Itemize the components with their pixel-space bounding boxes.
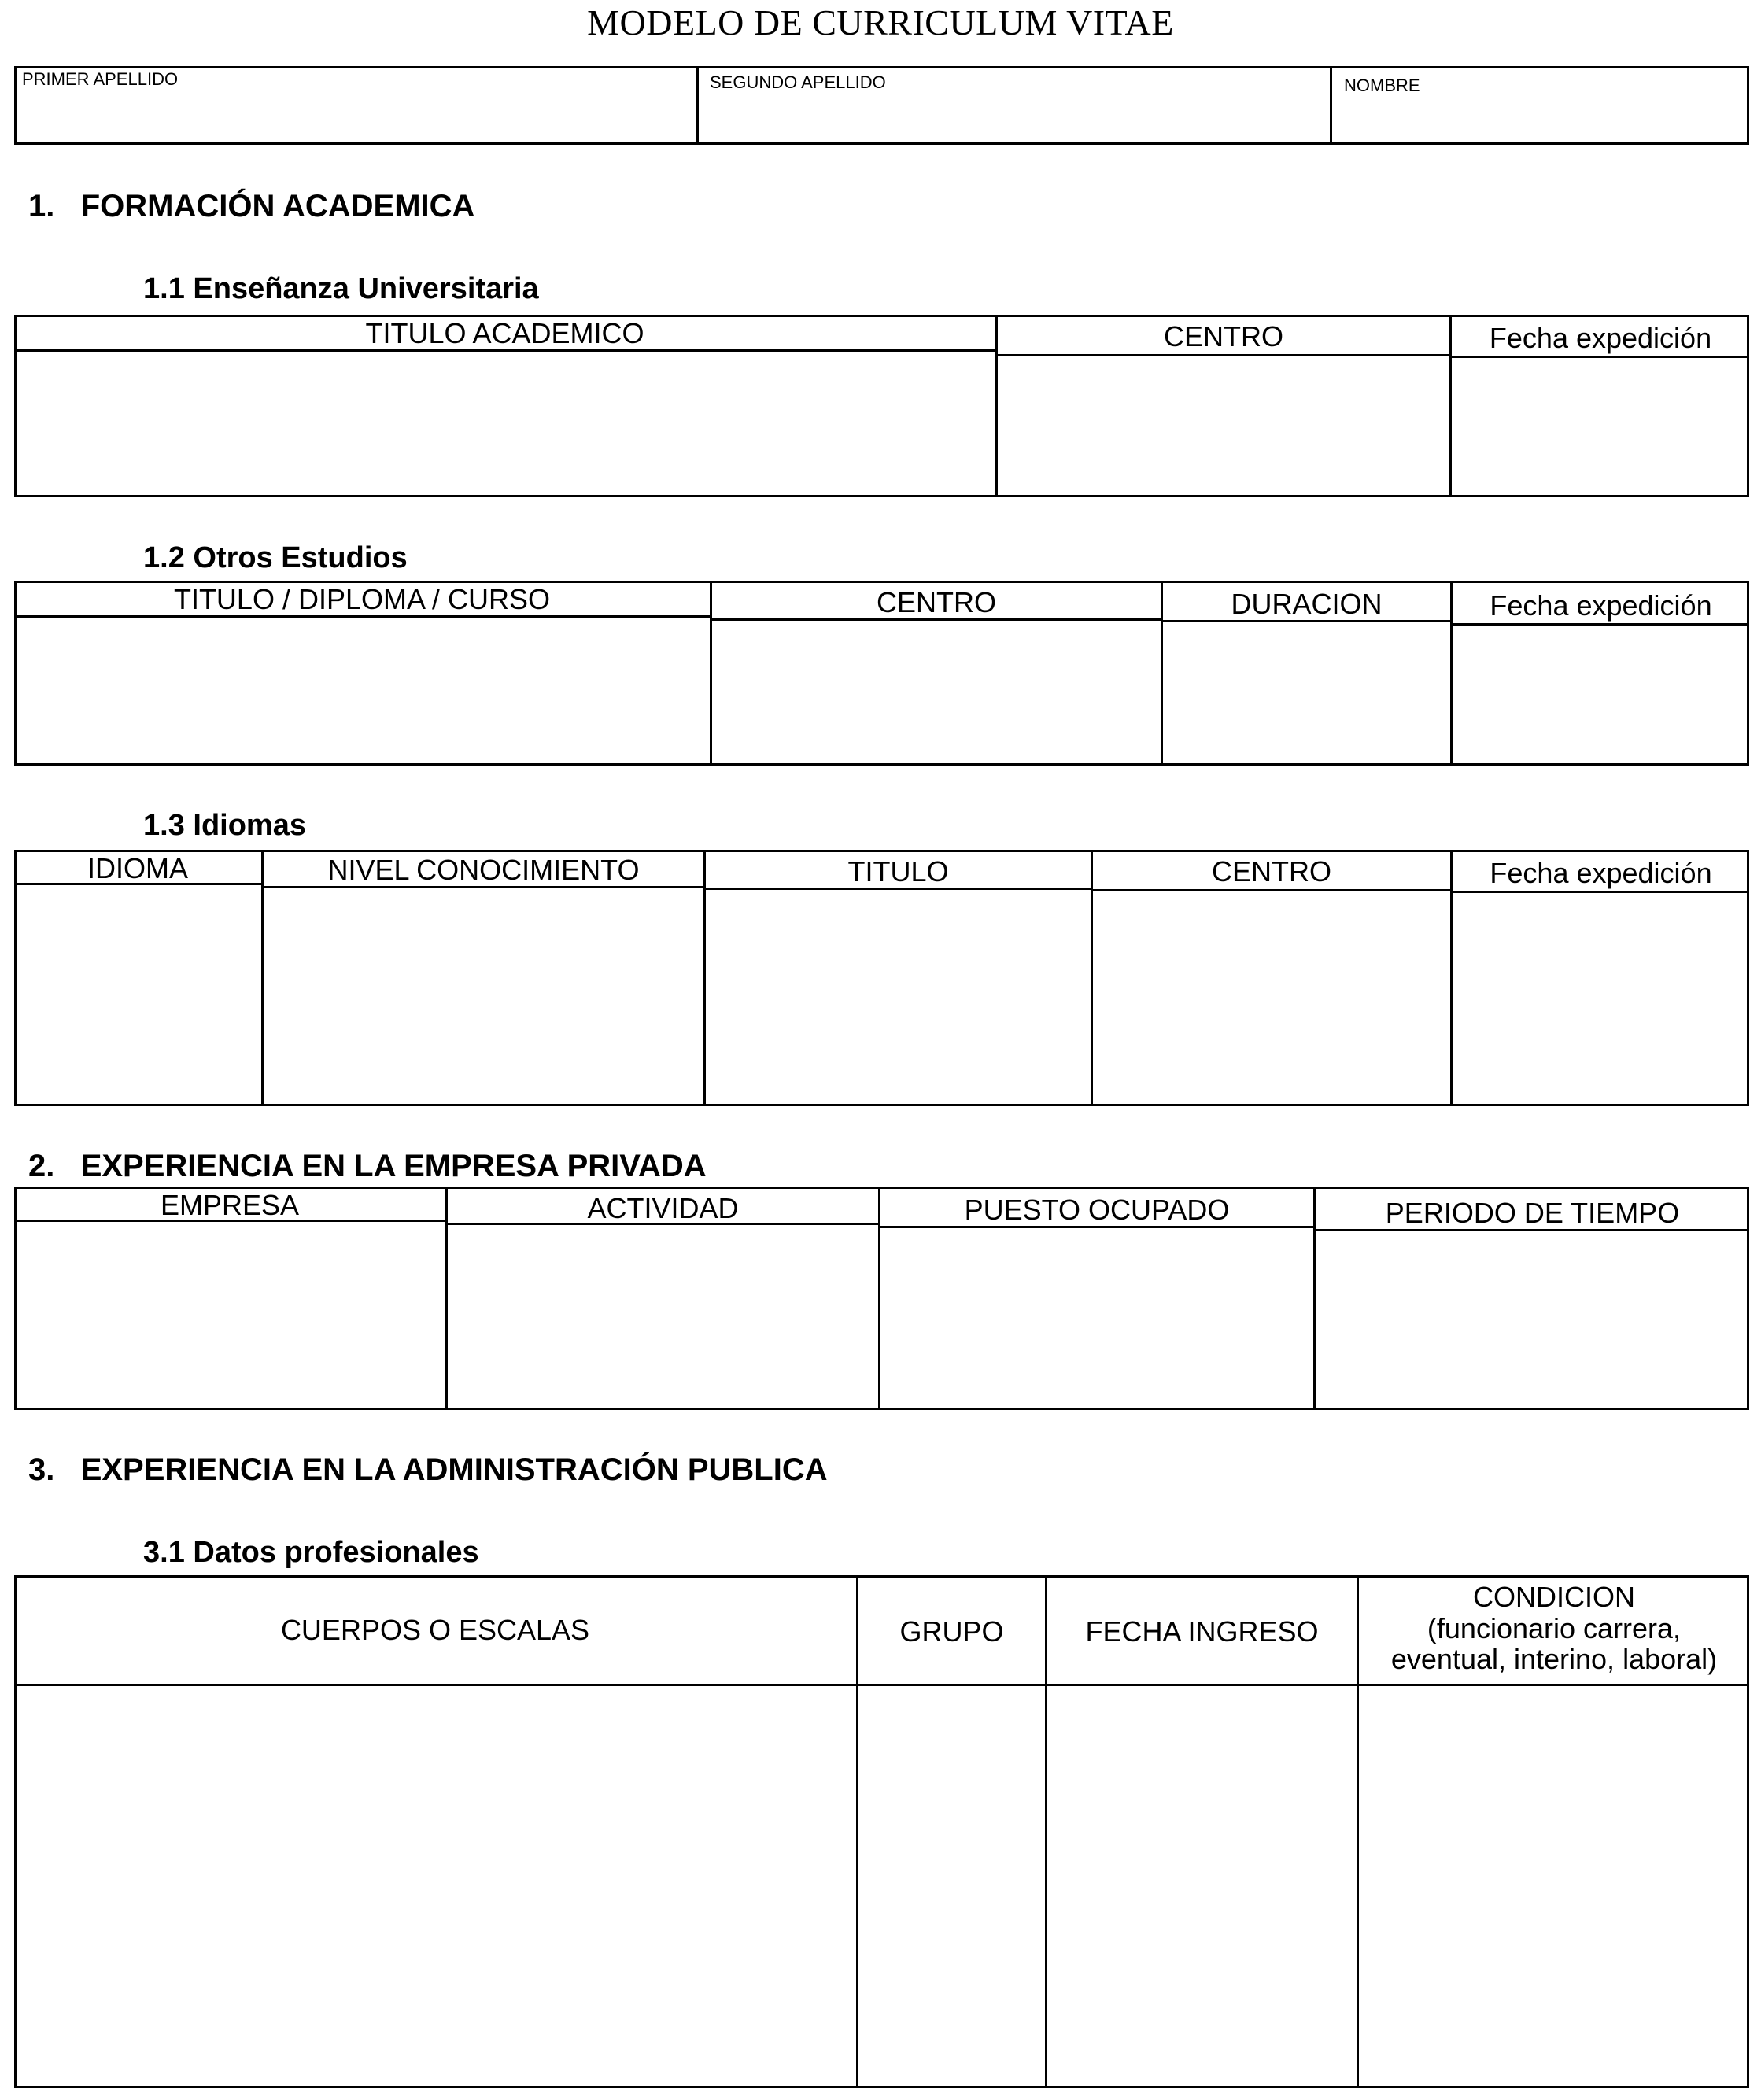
segundo-apellido-field[interactable]: SEGUNDO APELLIDO — [710, 72, 886, 92]
section-3-heading: 3. EXPERIENCIA EN LA ADMINISTRACIÓN PUBLICA — [28, 1452, 828, 1487]
section-1-heading: 1. FORMACIÓN ACADEMICA — [28, 189, 475, 223]
subsection-1-1-heading: 1.1 Enseñanza Universitaria — [143, 272, 539, 305]
cell-fecha-ingreso[interactable] — [1047, 1687, 1354, 2085]
cell-nivel-conocimiento[interactable] — [264, 889, 702, 1103]
subsection-1-3-heading: 1.3 Idiomas — [143, 809, 306, 842]
col-duracion: DURACION — [1231, 588, 1383, 620]
cell-titulo-diploma-curso[interactable] — [17, 618, 707, 762]
cell-empresa[interactable] — [17, 1223, 444, 1407]
col-nivel-conocimiento: NIVEL CONOCIMIENTO — [327, 854, 640, 886]
col-actividad: ACTIVIDAD — [587, 1192, 739, 1224]
page-title: MODELO DE CURRICULUM VITAE — [587, 2, 1174, 42]
cell-periodo-de-tiempo[interactable] — [1316, 1232, 1746, 1407]
subsection-1-2-heading: 1.2 Otros Estudios — [143, 541, 408, 574]
cell-actividad[interactable] — [448, 1226, 877, 1407]
col-centro: CENTRO — [1164, 320, 1283, 352]
col-fecha-ingreso: FECHA INGRESO — [1085, 1615, 1319, 1648]
col-periodo-de-tiempo: PERIODO DE TIEMPO — [1385, 1197, 1680, 1229]
col-idioma: IDIOMA — [87, 852, 188, 884]
col-puesto-ocupado: PUESTO OCUPADO — [964, 1194, 1230, 1226]
primer-apellido-field[interactable]: PRIMER APELLIDO — [22, 69, 179, 89]
col-centro: CENTRO — [1212, 855, 1331, 888]
subsection-3-1-heading: 3.1 Datos profesionales — [143, 1536, 479, 1569]
cell-centro[interactable] — [1093, 892, 1449, 1103]
cell-cuerpos-o-escalas[interactable] — [17, 1687, 854, 2085]
cell-duracion[interactable] — [1163, 623, 1449, 762]
cell-fecha-expedicion[interactable] — [1452, 359, 1746, 494]
cell-idioma[interactable] — [17, 886, 260, 1103]
cell-centro[interactable] — [712, 622, 1159, 762]
col-titulo-diploma-curso: TITULO / DIPLOMA / CURSO — [173, 583, 551, 615]
cell-puesto-ocupado[interactable] — [880, 1229, 1312, 1407]
cell-titulo[interactable] — [706, 891, 1089, 1103]
col-fecha-expedicion: Fecha expedición — [1490, 857, 1712, 889]
col-grupo: GRUPO — [899, 1615, 1004, 1648]
col-fecha-expedicion: Fecha expedición — [1490, 589, 1712, 622]
cell-fecha-expedicion[interactable] — [1453, 626, 1746, 762]
cell-centro[interactable] — [998, 357, 1448, 494]
col-titulo-academico: TITULO ACADEMICO — [365, 317, 644, 349]
nombre-field[interactable]: NOMBRE — [1344, 76, 1420, 95]
col-fecha-expedicion: Fecha expedición — [1489, 322, 1712, 354]
condicion-detail-line-1: (funcionario carrera, — [1427, 1611, 1682, 1644]
cell-fecha-expedicion[interactable] — [1453, 894, 1746, 1103]
cell-titulo-academico[interactable] — [17, 352, 994, 494]
section-2-heading: 2. EXPERIENCIA EN LA EMPRESA PRIVADA — [28, 1149, 707, 1183]
condicion-label: CONDICION — [1473, 1581, 1635, 1613]
col-titulo: TITULO — [847, 855, 949, 888]
condicion-detail-line-2: eventual, interino, laboral) — [1390, 1643, 1718, 1676]
cell-condicion[interactable] — [1359, 1687, 1746, 2085]
col-condicion — [1359, 1581, 1749, 1675]
col-empresa: EMPRESA — [160, 1189, 300, 1221]
col-cuerpos-o-escalas: CUERPOS O ESCALAS — [280, 1614, 590, 1646]
col-centro: CENTRO — [877, 586, 996, 618]
cell-grupo[interactable] — [858, 1687, 1043, 2085]
